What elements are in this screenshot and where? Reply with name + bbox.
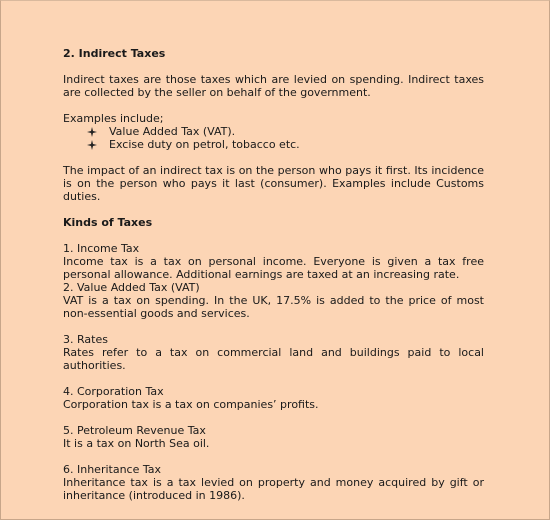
examples-label: Examples include;: [63, 112, 164, 125]
list-item: [87, 125, 484, 138]
intro-paragraph: Indirect taxes are those taxes which are levied on spending. Indirect taxes are collected by the seller on behalf of the government.: [63, 73, 484, 99]
list-item: [87, 138, 484, 151]
kind-text: VAT is a tax on spending. In the UK, 17.5% is added to the price of most non-essential goods and services.: [63, 294, 484, 320]
kind-heading: 3. Rates: [63, 333, 108, 346]
four-diamond-bullet-icon: [87, 127, 97, 137]
examples-list: [63, 125, 484, 151]
example-text: Excise duty on petrol, tobacco etc.: [109, 138, 300, 151]
kind-text: Income tax is a tax on personal income. Everyone is given a tax free personal allowance. Additional earnings are taxed at an increasing rate.: [63, 255, 484, 281]
kind-heading: 1. Income Tax: [63, 242, 140, 255]
example-text: Value Added Tax (VAT).: [109, 125, 236, 138]
kind-heading: 2. Value Added Tax (VAT): [63, 281, 200, 294]
four-diamond-bullet-icon: [87, 140, 97, 150]
kind-text: Corporation tax is a tax on companies’ profits.: [63, 398, 319, 411]
kind-heading: 4. Corporation Tax: [63, 385, 164, 398]
kind-text: It is a tax on North Sea oil.: [63, 437, 210, 450]
section-title: 2. Indirect Taxes: [63, 47, 166, 60]
kind-heading: 6. Inheritance Tax: [63, 463, 162, 476]
kind-text: Inheritance tax is a tax levied on property and money acquired by gift or inheritance (introduced in 1986).: [63, 476, 484, 502]
kind-text: Rates refer to a tax on commercial land and buildings paid to local authorities.: [63, 346, 484, 372]
impact-paragraph: The impact of an indirect tax is on the person who pays it first. Its incidence is on the person who pays it last (consumer). Examples include Customs duties.: [63, 164, 484, 203]
kind-heading: 5. Petroleum Revenue Tax: [63, 424, 206, 437]
kinds-title: Kinds of Taxes: [63, 216, 153, 229]
